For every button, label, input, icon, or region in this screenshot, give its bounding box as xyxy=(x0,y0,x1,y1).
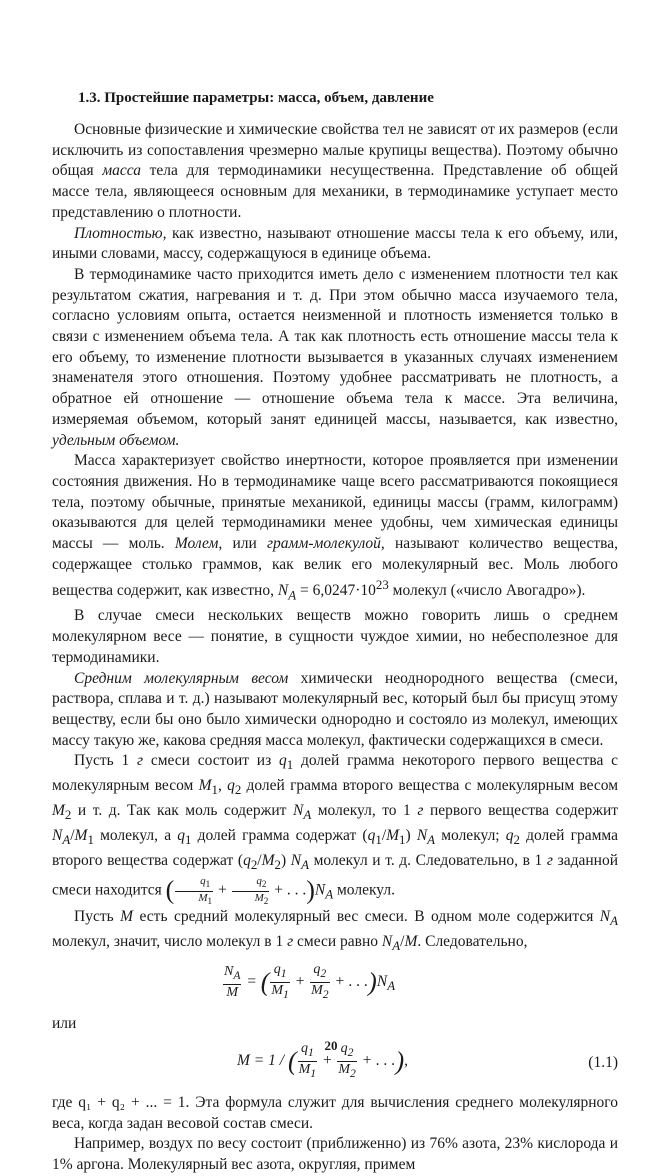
paragraph-derivation: Пусть 1 г смеси состоит из $q_1$ долей грамма некоторого первого вещества с молекулярным весом $M_1$, $q_2$ долей грамма второго вещества с молекулярным весом $M_2$ и т. д. Так как моль содержит $N_A$ молекул, то 1 г первого вещества содержит $N_A/M_1$ молекул, а $q_1$ долей грамма содержат $(q_1/M_1)$ $N_A$ молекул; $q_2$ долей грамма второго вещества содержат $(q_2/M_2)$ $N_A$ молекул и т. д. Следовательно, в 1 г заданной смеси находится ( $\frac{q_1}{M_1}$ + $\frac{q_2}{M_2}$ + . . $.)N_A$ молекул. xyxy=(52,752,619,906)
page-number: 20 xyxy=(324,1038,338,1053)
formula-ratio: $\frac{N_A}{M}$ = ( $\frac{q_1}{M_1}$ + $\frac{q_2}{M_2}$ + . . $.)N_A$ xyxy=(224,962,396,1001)
equation-number: (1.1) xyxy=(588,1054,618,1071)
paragraph-mean-m: Пусть M есть средний молекулярный вес смеси. В одном моле содержится $N_A$ молекул, значит, число молекул в 1 г смеси равно $N_A/M$. Следовательно, xyxy=(52,907,619,953)
paragraph-specific-volume: В термодинамике часто приходится иметь дело с изменением плотности тел как результатом сжатия, нагревания и т. д. При этом обычно масса изучаемого тела, согласно условиям опыта, остается неизменной и плотность изменяется только в связи с изменением объема тела. А так как плотность есть отношение массы тела к его объему, то изменение плотности вызывается в указанных случаях изменением знаменателя этого отношения. Поэтому удобнее рассматривать не плотность, а обратное ей отношение — отношение объема тела к массе. Эта величина, измеряемая объемом, который занят единицей массы, называется, как известно, удельным объемом. xyxy=(52,265,618,449)
section-heading xyxy=(78,90,434,107)
section-title: Простейшие параметры: масса, объем, давление xyxy=(104,90,434,106)
paragraph-condition: где q₁ + q₂ + ... = 1. Эта формула служит для вычисления среднего молекулярного веса, когда задан весовой состав смеси. xyxy=(52,1094,618,1132)
section-number: 1.3. xyxy=(78,90,101,106)
paragraph-density: Плотностью, как известно, называют отношение массы тела к его объему, или, иными словами, массу, содержащуюся в единице объема. xyxy=(52,224,618,263)
formula-1-1: M = 1 / ( $\frac{q_1}{M_1}$ + $\frac{q_2}{M_2}$ + . . .), (1.1) xyxy=(237,1041,618,1080)
paragraph-mean-weight: Средним молекулярным весом химически неоднородного вещества (смеси, раствора, сплава и т. д.) называют молекулярный вес, который был бы присущ этому веществу, если бы оно было химически однородно и состояло из молекул, имеющих массу такую же, какова средняя масса молекул, фактически содержащихся в смеси. xyxy=(52,669,618,749)
paragraph-air-example: Например, воздух по весу состоит (приближенно) из 76% азота, 23% кислорода и 1% аргона. Молекулярный вес азота, округляя, примем xyxy=(52,1135,618,1174)
paragraph-mass: Основные физические и химические свойства тел не зависят от их размеров (если исключить из сопоставления чрезмерно малые крупицы вещества). Поэтому обычно общая масса тела для термодинамики несущественна. Представление об общей массе тела, являющееся основным для механики, в термодинамике уступает место представлению о плотности. xyxy=(52,121,619,221)
or-word: или xyxy=(52,1015,77,1033)
paragraph-mixture: В случае смеси нескольких веществ можно говорить лишь о среднем молекулярном весе — понятие, в сущности чуждое химии, но небесполезное для термодинамики. xyxy=(52,607,618,666)
page-body xyxy=(52,120,618,1176)
paragraph-mole: Масса характеризует свойство инертности, которое проявляется при изменении состояния движения. Но в термодинамике чаще всего рассматриваются покоящиеся тела, поэтому обычные, принятые механикой, единицы массы (грамм, килограмм) оказываются для целей термодинамики менее удобны, чем химическая единицы массы — моль. Молем, или грамм-молекулой, называют количество вещества, содержащее столько граммов, как велик его молекулярный вес. Моль любого вещества содержит, как известно, $N_A = 6,0247\cdot 10^{23}$ молекул («число Авогадро»). xyxy=(52,452,619,603)
